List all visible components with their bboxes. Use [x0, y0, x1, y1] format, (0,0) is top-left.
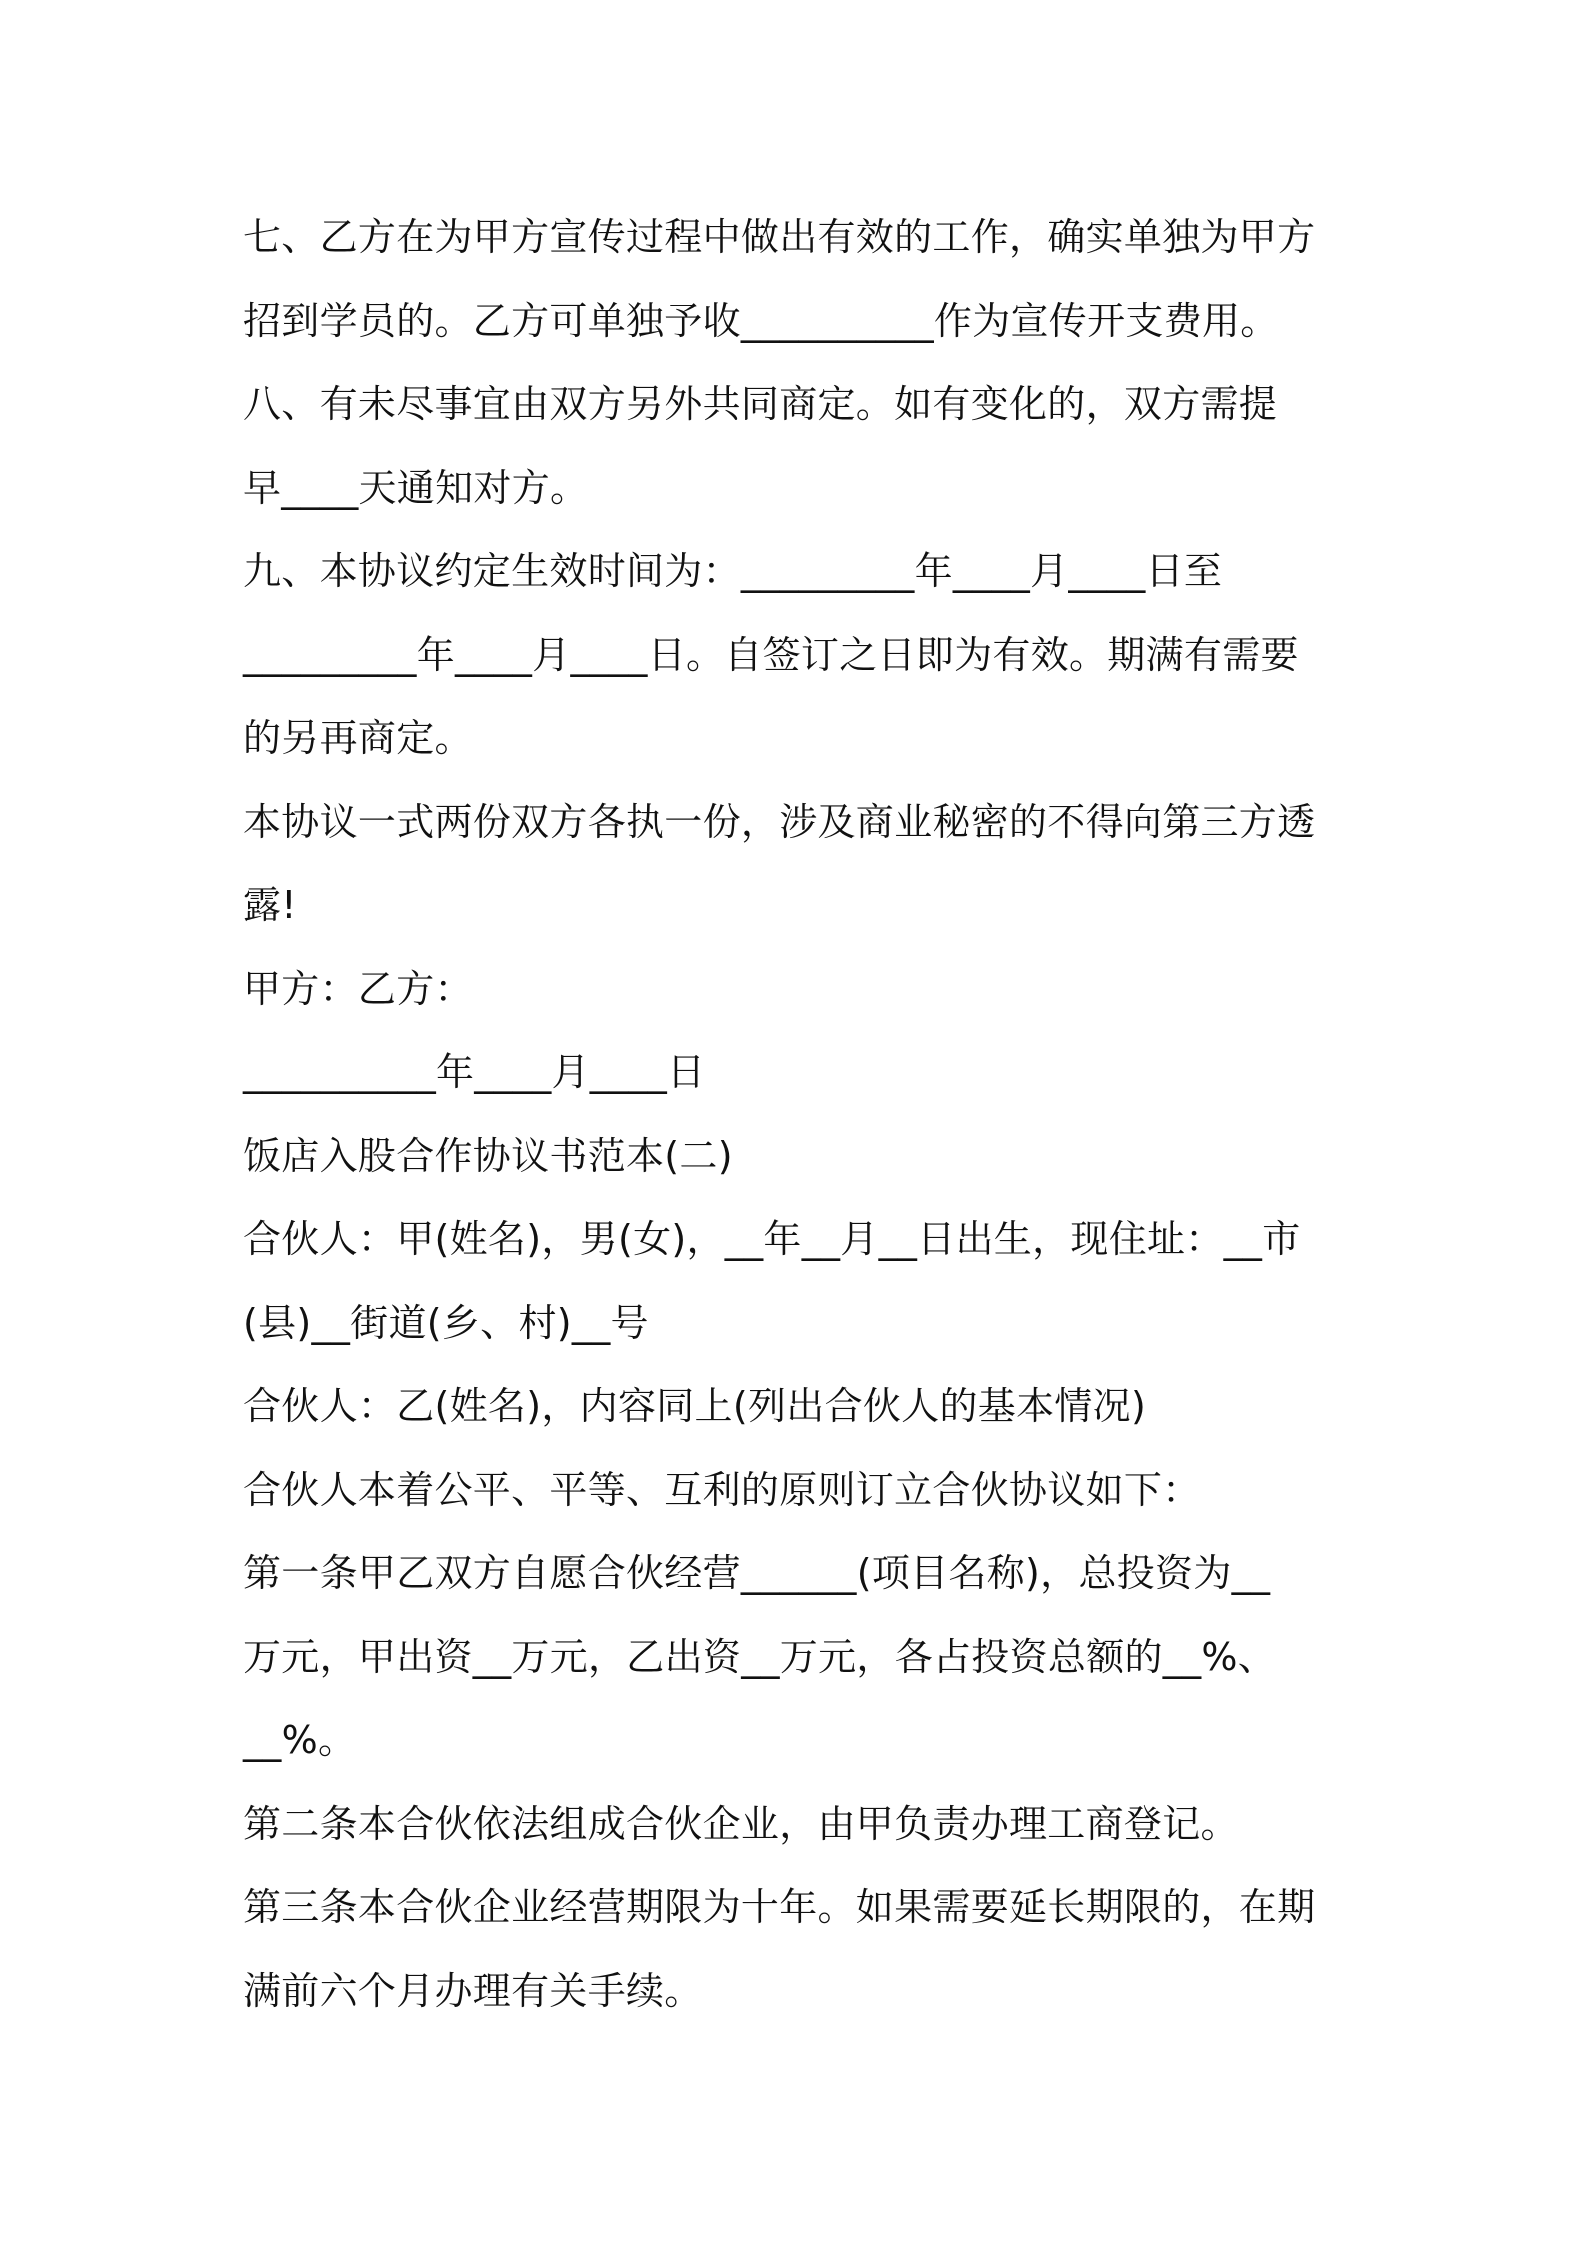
text-line: (县)__街道(乡、村)__号 — [243, 1300, 649, 1345]
text-line: 合伙人本着公平、平等、互利的原则订立合伙协议如下： — [243, 1467, 1201, 1512]
text-line: 八、有未尽事宜由双方另外共同商定。如有变化的，双方需提 — [243, 382, 1278, 426]
section-title: 饭店入股合作协议书范本(二) — [243, 1133, 733, 1178]
text-line: 满前六个月办理有关手续。 — [243, 1968, 703, 2013]
document-body — [243, 196, 1363, 2033]
text-line: 露! — [243, 883, 297, 927]
text-line: 第一条甲乙双方自愿合伙经营______(项目名称)，总投资为__ — [243, 1551, 1271, 1595]
text-line: 七、乙方在为甲方宣传过程中做出有效的工作，确实单独为甲方 — [243, 215, 1316, 259]
text-line: 的另再商定。 — [243, 716, 473, 760]
text-line: 招到学员的。乙方可单独予收__________作为宣传开支费用。 — [243, 298, 1279, 343]
text-line: _________年____月____日。自签订之日即为有效。期满有需要 — [243, 632, 1299, 677]
text-line: 第二条本合伙依法组成合伙企业，由甲负责办理工商登记。 — [243, 1801, 1239, 1846]
text-line: 合伙人：甲(姓名)，男(女)，__年__月__日出生，现住址：__市 — [243, 1217, 1301, 1261]
text-line: 合伙人：乙(姓名)，内容同上(列出合伙人的基本情况) — [243, 1384, 1147, 1428]
text-line: 本协议一式两份双方各执一份，涉及商业秘密的不得向第三方透 — [243, 799, 1316, 844]
date-line: __________年____月____日 — [243, 1050, 706, 1094]
signature-line: 甲方：乙方： — [243, 966, 473, 1011]
text-line: 九、本协议约定生效时间为：_________年____月____日至 — [243, 549, 1223, 593]
text-line: 万元，甲出资__万元，乙出资__万元，各占投资总额的__%、 — [243, 1634, 1277, 1679]
text-line: 第三条本合伙企业经营期限为十年。如果需要延长期限的，在期 — [243, 1885, 1316, 1929]
text-line: 早____天通知对方。 — [243, 465, 589, 510]
text-line: __%。 — [243, 1718, 357, 1762]
